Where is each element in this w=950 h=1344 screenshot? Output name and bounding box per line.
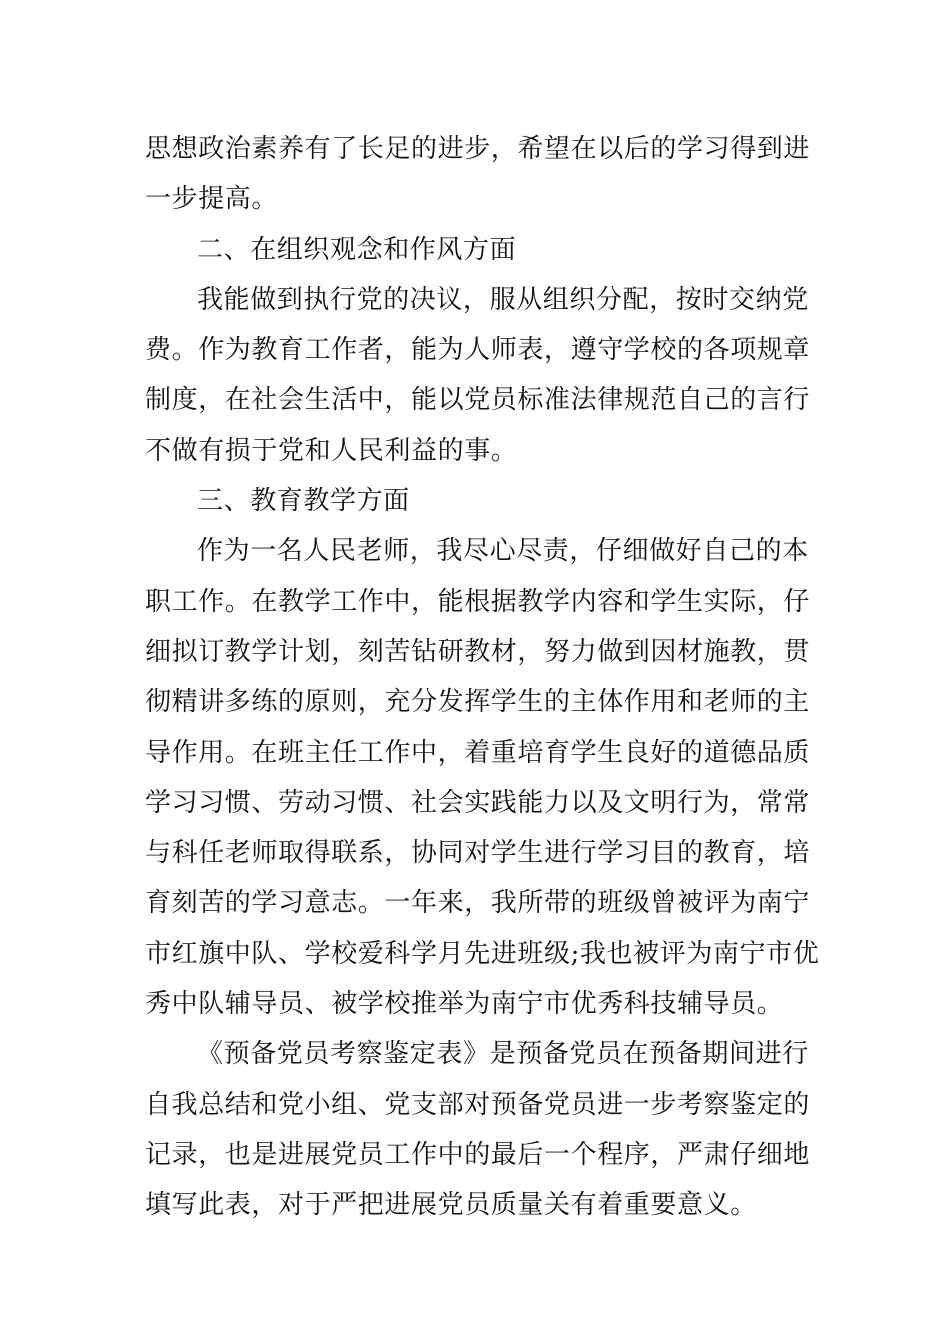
text-line: 秀中队辅导员、被学校推举为南宁市优秀科技辅导员。 — [145, 989, 784, 1020]
text-line: 职工作。在教学工作中，能根据教学内容和学生实际，仔 — [145, 586, 811, 617]
text-line: 思想政治素养有了长足的进步，希望在以后的学习得到进 — [145, 134, 811, 164]
text-line: 育刻苦的学习意志。一年来，我所带的班级曾被评为南宁 — [145, 888, 811, 919]
text-line: 我能做到执行党的决议，服从组织分配，按时交纳党 — [197, 284, 809, 315]
text-line: 制度，在社会生活中，能以党员标准法律规范自己的言行 — [145, 385, 811, 416]
text-line: 导作用。在班主任工作中，着重培育学生良好的道德品质 — [145, 737, 811, 768]
text-line: 市红旗中队、学校爱科学月先进班级;我也被评为南宁市优 — [145, 938, 820, 969]
document-body — [145, 124, 820, 1231]
text-line: 记录，也是进展党员工作中的最后一个程序，严肃仔细地 — [145, 1139, 811, 1170]
text-line: 彻精讲多练的原则，充分发挥学生的主体作用和老师的主 — [145, 687, 811, 718]
text-line: 填写此表，对于严把进展党员质量关有着重要意义。 — [145, 1190, 757, 1221]
section-heading: 二、在组织观念和作风方面 — [197, 234, 517, 265]
text-line: 学习习惯、劳动习惯、社会实践能力以及文明行为，常常 — [145, 787, 811, 818]
text-line: 费。作为教育工作者，能为人师表，遵守学校的各项规章 — [145, 335, 811, 366]
section-heading: 三、教育教学方面 — [197, 486, 410, 517]
text-line: 自我总结和党小组、党支部对预备党员进一步考察鉴定的 — [145, 1089, 811, 1120]
text-line: 不做有损于党和人民利益的事。 — [145, 435, 518, 466]
text-line: 与科任老师取得联系，协同对学生进行学习目的教育，培 — [145, 838, 811, 869]
text-line: 作为一名人民老师，我尽心尽责，仔细做好自己的本 — [197, 536, 809, 567]
text-line: 一步提高。 — [145, 184, 279, 215]
text-line: 《预备党员考察鉴定表》是预备党员在预备期间进行 — [197, 1039, 809, 1070]
text-line: 细拟订教学计划，刻苦钻研教材，努力做到因材施教，贯 — [145, 636, 811, 667]
